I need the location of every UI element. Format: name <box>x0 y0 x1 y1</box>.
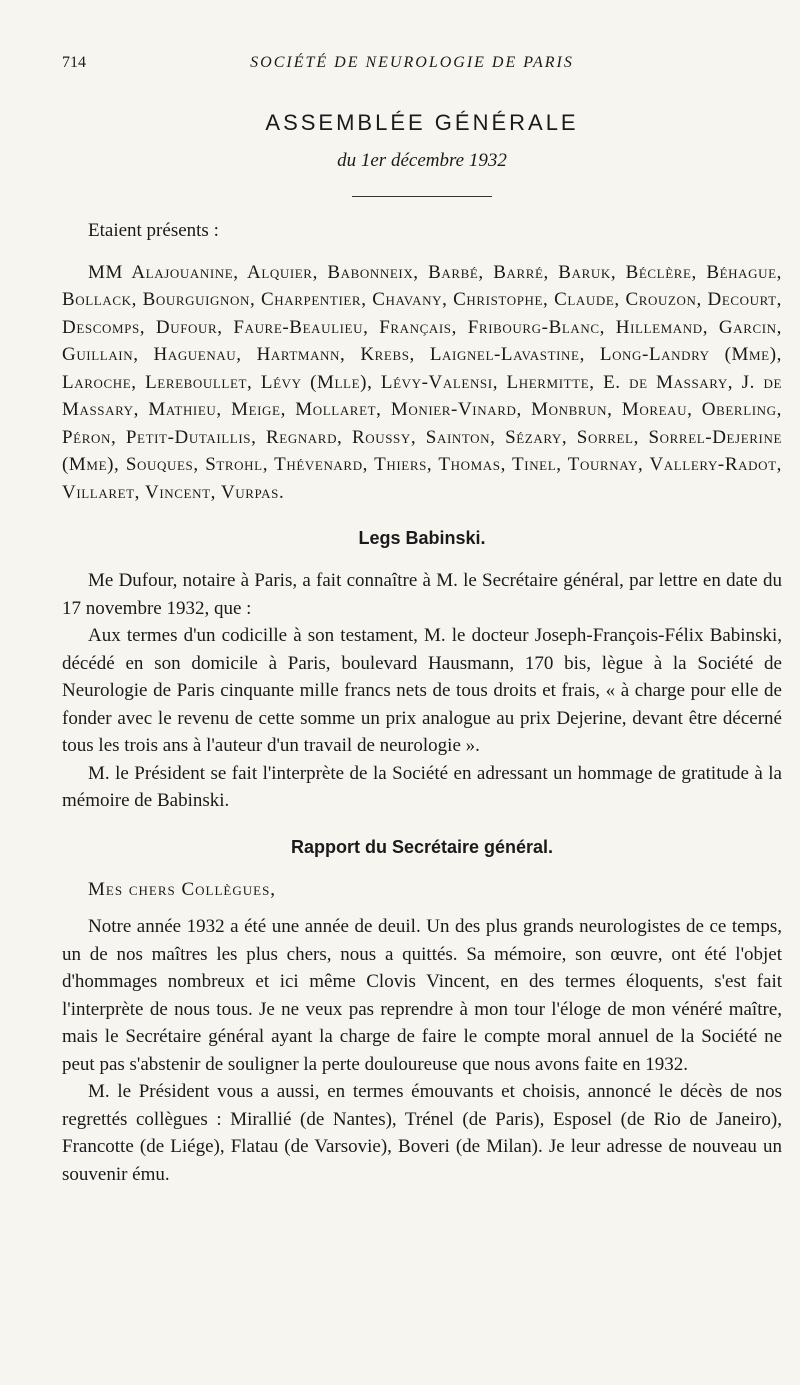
paragraph: M. le Président se fait l'interprète de la Société en adressant un hommage de gratitude à la mémoire de Babinski. <box>62 762 782 811</box>
page-number: 714 <box>62 54 86 71</box>
salutation: Mes chers Collègues, <box>88 878 277 900</box>
present-intro: Etaient présents : <box>88 220 219 241</box>
document-page <box>62 54 782 1188</box>
paragraph: Aux termes d'un codicille à son testament, M. le docteur Joseph-François-Félix Babinski, décédé en son domicile à Paris, boulevard Hausmann, 170 bis, lègue à la Société de Neurologie de Paris cinquante mille francs nets de tous droits et frais, « à charge pour elle de fonder avec le revenu de cette somme un prix analogue au prix Dejerine, devant être décerné tous les trois ans à l'auteur d'un travail de neurologie ». <box>62 625 782 756</box>
paragraph: M. le Président vous a aussi, en termes émouvants et choisis, annoncé le décès de nos regrettés collègues : Mirallié (de Nantes), Trénel (de Paris), Esposel (de Rio de Janeiro), Francotte (de Liége), Flatau (de Varsovie), Boveri (de Milan). Je leur adresse de nouveau un souvenir ému. <box>62 1081 782 1185</box>
meeting-date: du 1er décembre 1932 <box>337 150 507 171</box>
section-heading-legs: Legs Babinski. <box>358 528 486 548</box>
divider <box>352 196 492 197</box>
paragraph: Notre année 1932 a été une année de deuil. Un des plus grands neurologistes de ce temps, un de nos maîtres les plus chers, nous a quittés. Sa mémoire, son œuvre, ont été l'objet d'hommages nombreux et ici même Clovis Vincent, en des termes éloquents, s'est fait l'interprète de nous tous. Je ne veux pas reprendre à mon tour l'éloge de mon vénéré maître, mais le Secrétaire général ayant la charge de faire le compte moral annuel de la Société ne peut pas s'abstenir de souligner la perte douloureuse que nous avons faite en 1932. <box>62 916 782 1075</box>
page-title: ASSEMBLÉE GÉNÉRALE <box>265 110 579 135</box>
paragraph: Me Dufour, notaire à Paris, a fait connaître à M. le Secrétaire général, par lettre en date du 17 novembre 1932, que : <box>62 570 782 619</box>
journal-title: SOCIÉTÉ DE NEUROLOGIE DE PARIS <box>250 54 574 71</box>
attendee-list: MM Alajouanine, Alquier, Babonneix, Barbé, Barré, Baruk, Béclère, Béhague, Bollack, Bourguignon, Charpentier, Chavany, Christophe, Claude, Crouzon, Decourt, Descomps, Dufour, Faure-Beaulieu, Français, Fribourg-Blanc, Hillemand, Garcin, Guillain, Haguenau, Hartmann, Krebs, Laignel-Lavastine, Long-Landry (Mme), Laroche, Lereboullet, Lévy (Mlle), Lévy-Valensi, Lhermitte, E. de Massary, J. de Massary, Mathieu, Meige, Mollaret, Monier-Vinard, Monbrun, Moreau, Oberling, Péron, Petit-Dutaillis, Regnard, Roussy, Sainton, Sézary, Sorrel, Sorrel-Dejerine (Mme), Souques, Strohl, Thévenard, Thiers, Thomas, Tinel, Tournay, Vallery-Radot, Villaret, Vincent, Vurpas. <box>62 261 782 503</box>
running-header <box>62 54 782 80</box>
section-heading-rapport: Rapport du Secrétaire général. <box>290 836 554 857</box>
